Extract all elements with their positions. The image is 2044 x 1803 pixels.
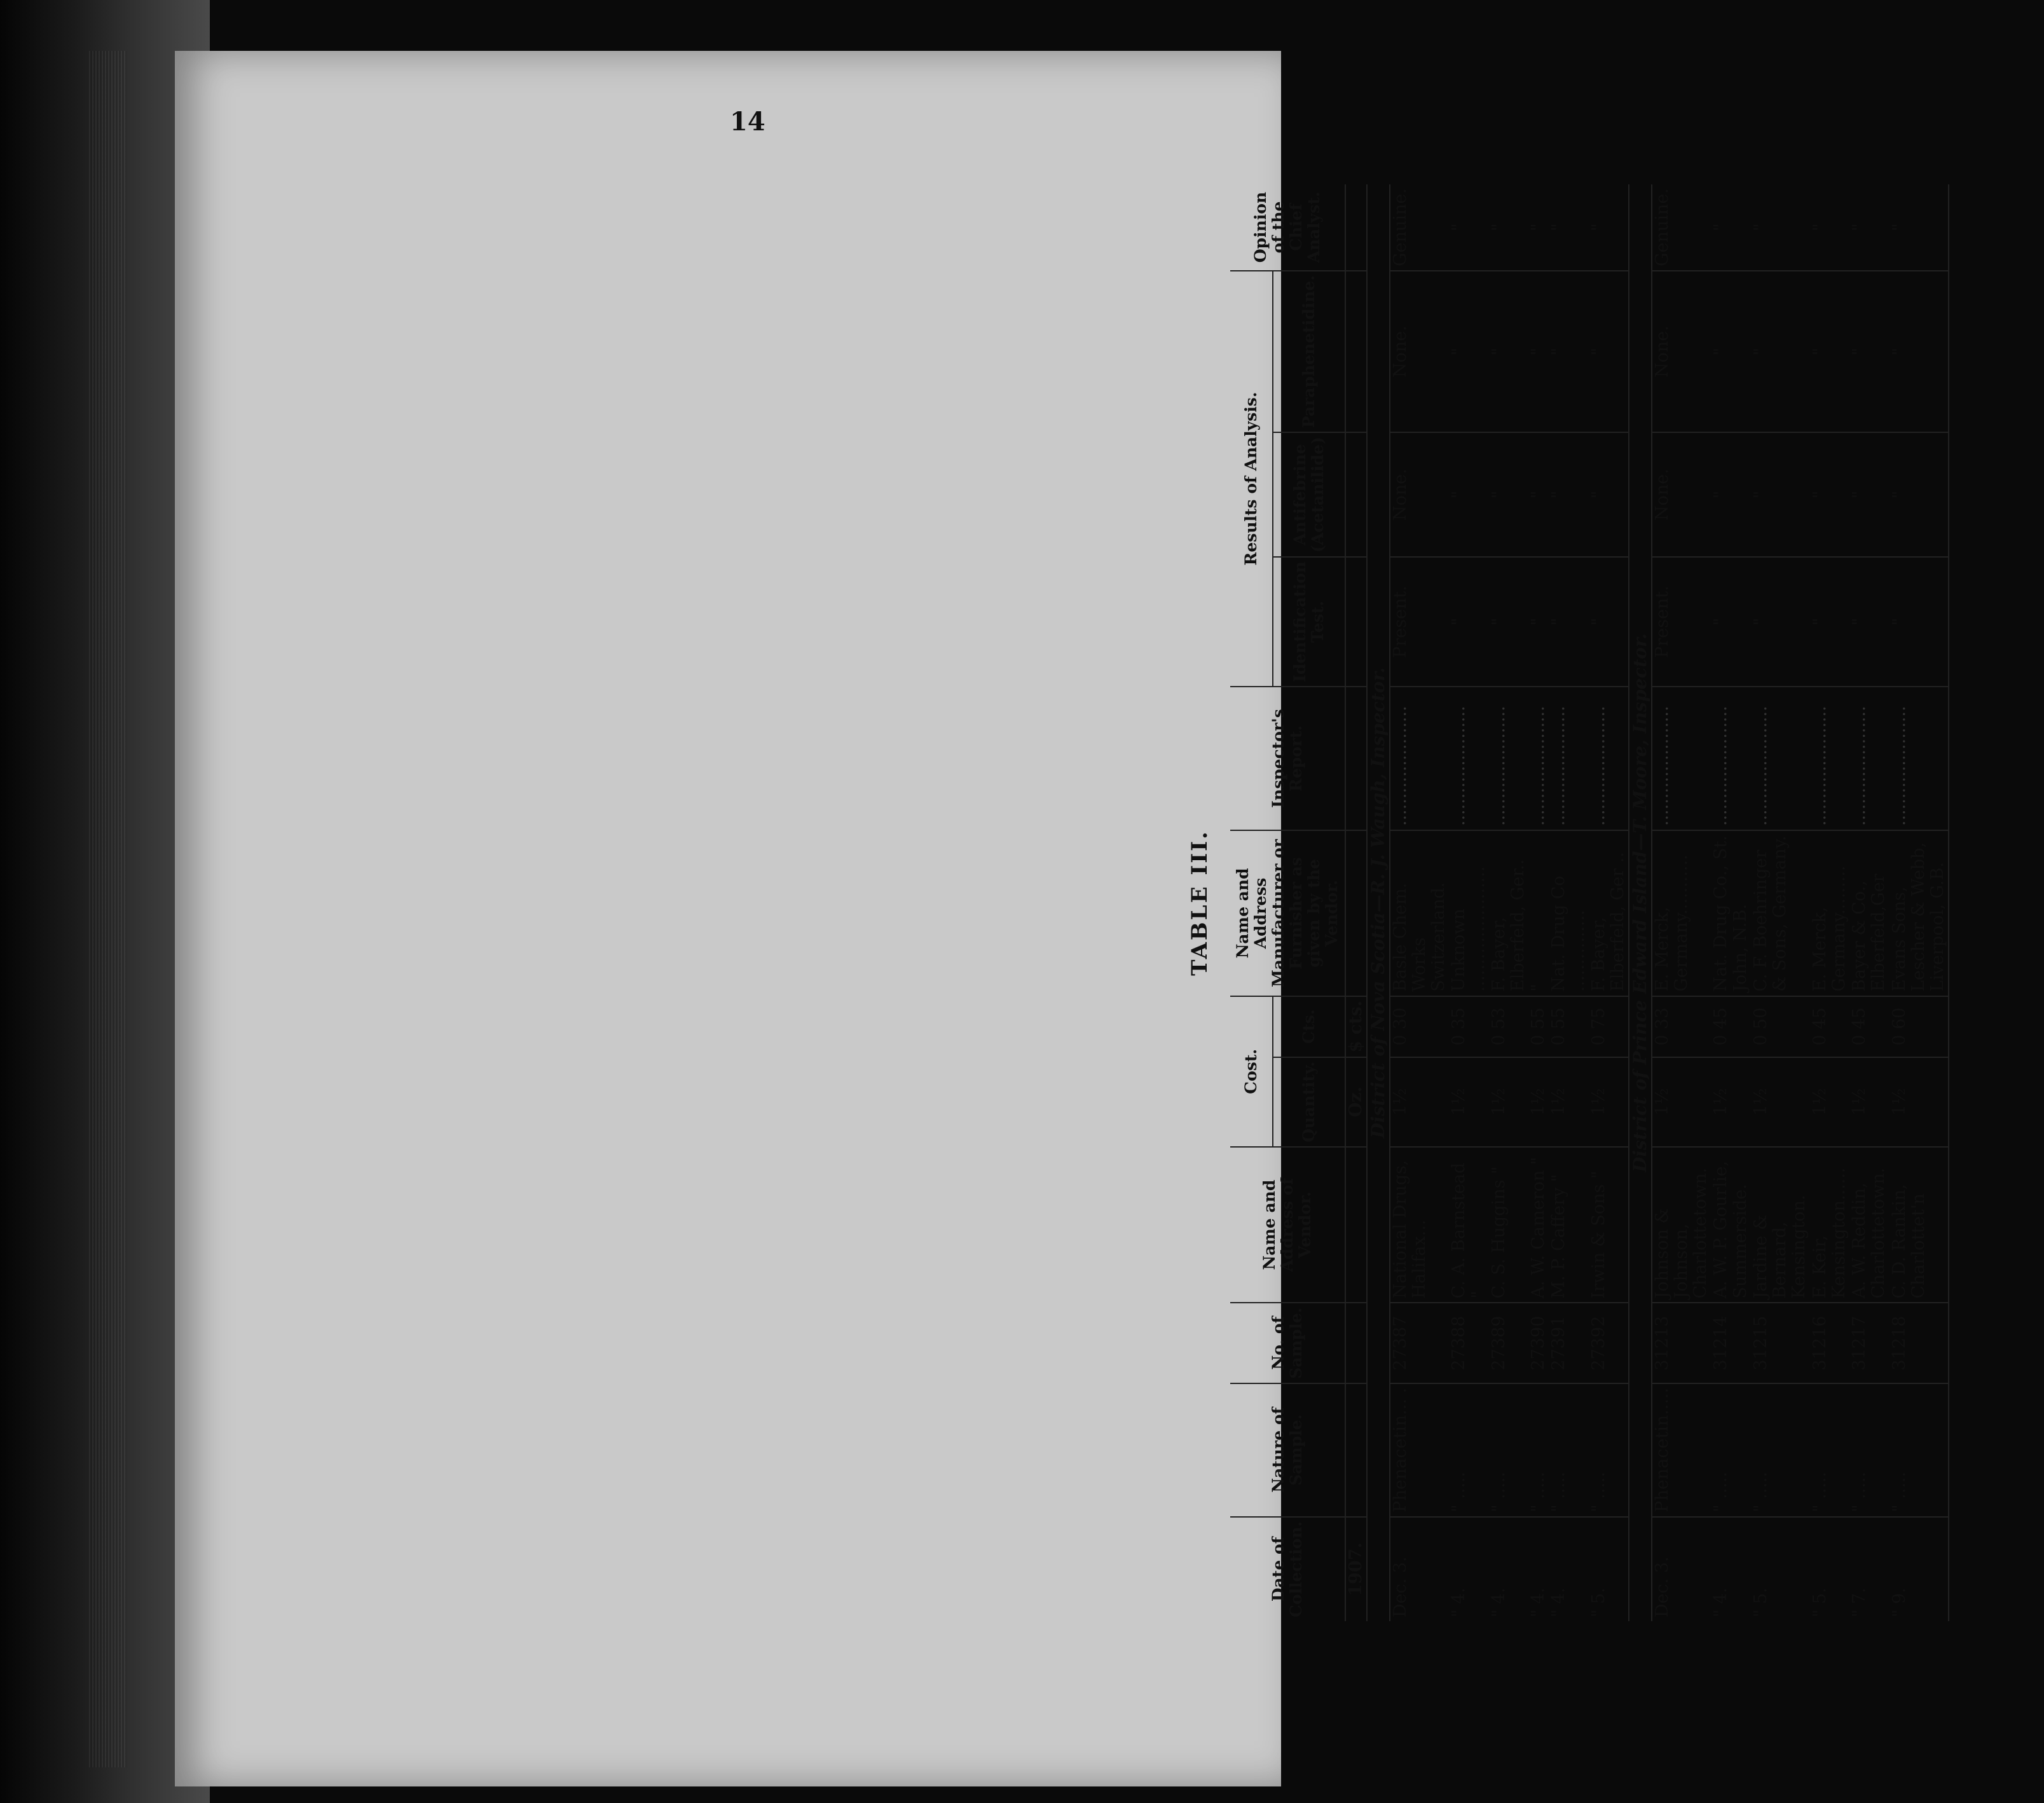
date-cell: " 4.	[1549, 1587, 1569, 1617]
sample-no-cell: 31218	[1890, 1303, 1949, 1383]
vendor-cell: National Drugs, Halifax...	[1390, 1147, 1450, 1303]
vendor-cell: C. S. Huggins "	[1489, 1147, 1528, 1303]
antifebrine-cell: None.	[1390, 432, 1450, 557]
header-nature: Nature of Sample.	[1230, 1383, 1345, 1517]
date-cell: " 4.	[1711, 1587, 1731, 1617]
cost-cell: 0 35	[1449, 996, 1488, 1057]
table-row	[1528, 184, 1549, 1621]
identification-cell: "	[1489, 557, 1528, 687]
table-row	[1751, 184, 1810, 1621]
quantity-cell: 1½	[1711, 1057, 1750, 1147]
page-sheet	[175, 51, 1281, 1786]
cost-cell: 0 75	[1589, 996, 1629, 1057]
opinion-cell: Genuine.	[1652, 184, 1711, 271]
analysis-table	[1230, 184, 1949, 1621]
quantity-cell: 1½	[1449, 1057, 1488, 1147]
nature-cell: Phenacetin... .	[1390, 1383, 1450, 1517]
identification-cell: "	[1589, 557, 1629, 687]
antifebrine-cell: "	[1751, 432, 1810, 557]
district-heading-row	[1629, 184, 1651, 1621]
table-row	[1549, 184, 1588, 1621]
report-cell: ......................	[1810, 687, 1849, 830]
manufacturer-cell: Basle Chem. Works Switzerland.	[1390, 830, 1450, 996]
manufacturer-cell: F. Bayer, Elberfeld, Ger..	[1489, 830, 1528, 996]
paraphenetidine-cell: "	[1890, 271, 1949, 432]
identification-cell: "	[1528, 557, 1549, 687]
sample-no-cell: 31215	[1751, 1303, 1810, 1383]
opinion-cell: Genuine.	[1390, 184, 1450, 271]
antifebrine-cell: "	[1711, 432, 1750, 557]
vendor-cell: C. A. Barnstead "	[1449, 1147, 1488, 1303]
paraphenetidine-cell: "	[1449, 271, 1488, 432]
paraphenetidine-cell: "	[1751, 271, 1810, 432]
sample-no-cell: 27391	[1549, 1303, 1588, 1383]
vendor-cell: A. W. P. Gourlie, Summerside.	[1711, 1147, 1750, 1303]
quantity-cell: 1½	[1810, 1057, 1849, 1147]
sample-no-cell: 31214	[1711, 1303, 1750, 1383]
table-row	[1849, 184, 1889, 1621]
table-title: TABLE III.	[1187, 830, 1212, 976]
header-cost: Cost.	[1230, 996, 1273, 1147]
manufacturer-cell: Unknown .......................	[1449, 830, 1488, 996]
cost-cell: 0 50	[1751, 996, 1810, 1057]
antifebrine-cell: "	[1810, 432, 1849, 557]
date-cell: " 5.	[1809, 1587, 1830, 1617]
table-row	[1489, 184, 1528, 1621]
report-cell: ......................	[1589, 687, 1629, 830]
units-cts: $ cts.	[1345, 996, 1367, 1057]
nature-cell: " .....	[1751, 1383, 1810, 1517]
vendor-cell: A. W. Cameron "	[1528, 1147, 1549, 1303]
header-paraphenetidine: Paraphenetidine.	[1273, 271, 1345, 432]
sample-no-cell: 31213	[1652, 1303, 1711, 1383]
quantity-cell: 1½	[1890, 1057, 1949, 1147]
units-row	[1345, 184, 1367, 1621]
header-sample-no: No. of Sample.	[1230, 1303, 1345, 1383]
report-cell: ......................	[1652, 687, 1711, 830]
identification-cell: "	[1549, 557, 1588, 687]
opinion-cell: "	[1810, 184, 1849, 271]
nature-cell: " .....	[1810, 1383, 1849, 1517]
table-row	[1810, 184, 1849, 1621]
paraphenetidine-cell: "	[1810, 271, 1849, 432]
date-cell: " 4.	[1528, 1587, 1549, 1617]
paraphenetidine-cell: "	[1549, 271, 1588, 432]
header-vendor: Name and Address of Vendor.	[1230, 1147, 1345, 1303]
nature-cell: Phenacetin.....	[1652, 1383, 1711, 1517]
opinion-cell: "	[1711, 184, 1750, 271]
paraphenetidine-cell: "	[1711, 271, 1750, 432]
header-antifebrine: Antifebrine (Acetanilide)	[1273, 432, 1345, 557]
units-year: 1907.	[1345, 1517, 1367, 1621]
antifebrine-cell: "	[1489, 432, 1528, 557]
table-row	[1890, 184, 1949, 1621]
antifebrine-cell: "	[1449, 432, 1488, 557]
opinion-cell: "	[1890, 184, 1949, 271]
nature-cell: " .....	[1528, 1383, 1549, 1517]
quantity-cell: 1½	[1652, 1057, 1711, 1147]
antifebrine-cell: "	[1589, 432, 1629, 557]
opinion-cell: "	[1489, 184, 1528, 271]
antifebrine-cell: None.	[1652, 432, 1711, 557]
quantity-cell: 1½	[1528, 1057, 1549, 1147]
report-cell: ......................	[1489, 687, 1528, 830]
date-cell: Dec. 3.	[1390, 1556, 1410, 1617]
cost-cell: 0 45	[1810, 996, 1849, 1057]
header-row-1	[1230, 184, 1273, 1621]
quantity-cell: 1½	[1751, 1057, 1810, 1147]
nature-cell: " .....	[1589, 1383, 1629, 1517]
paraphenetidine-cell: "	[1489, 271, 1528, 432]
header-cts: Cts.	[1273, 996, 1345, 1057]
paraphenetidine-cell: "	[1528, 271, 1549, 432]
sample-no-cell: 27390	[1528, 1303, 1549, 1383]
date-cell: " 9.	[1890, 1517, 1949, 1621]
date-cell: " 5.	[1589, 1517, 1629, 1621]
vendor-cell: C. D. Rankin, Charlottet'n	[1890, 1147, 1949, 1303]
manufacturer-cell: E. Merck, Germany.........	[1810, 830, 1849, 996]
date-cell: " 5.	[1750, 1587, 1771, 1617]
manufacturer-cell: E. Merck, Germany...........	[1652, 830, 1711, 996]
table-row	[1711, 184, 1750, 1621]
cost-cell: 0 45	[1711, 996, 1750, 1057]
opinion-cell: "	[1549, 184, 1588, 271]
identification-cell: "	[1711, 557, 1750, 687]
opinion-cell: "	[1528, 184, 1549, 271]
report-cell: ......................	[1549, 687, 1588, 830]
manufacturer-cell: Nat. Drug Co ...............	[1549, 830, 1588, 996]
quantity-cell: 1½	[1390, 1057, 1450, 1147]
rotated-table-region	[1179, 165, 2044, 1640]
cost-cell: 0 55	[1549, 996, 1588, 1057]
sample-no-cell: 27387	[1390, 1303, 1450, 1383]
manufacturer-cell: Evans Sons, Lescher & Webb, Liverpool, G.B.	[1890, 830, 1949, 996]
identification-cell: "	[1849, 557, 1889, 687]
manufacturer-cell: Nat. Drug Co., St. John, N.B.	[1711, 830, 1750, 996]
manufacturer-cell: Bayer & Co., Elberfeld,Ger	[1849, 830, 1889, 996]
district-heading-row	[1367, 184, 1389, 1621]
paraphenetidine-cell: None.	[1390, 271, 1450, 432]
quantity-cell: 1½	[1489, 1057, 1528, 1147]
antifebrine-cell: "	[1528, 432, 1549, 557]
nature-cell: " .....	[1549, 1383, 1588, 1517]
paraphenetidine-cell: "	[1849, 271, 1889, 432]
antifebrine-cell: "	[1549, 432, 1588, 557]
sample-no-cell: 27388	[1449, 1303, 1488, 1383]
header-opinion: Opinion of the Chief Analyst.	[1230, 184, 1345, 271]
nature-cell: " .....	[1711, 1383, 1750, 1517]
units-oz: Oz.	[1345, 1057, 1367, 1147]
header-inspector-report: Inspector's Report.	[1230, 687, 1345, 830]
report-cell: ......................	[1390, 687, 1450, 830]
vendor-cell: E. Keir, Kensington......	[1810, 1147, 1849, 1303]
nature-cell: " .....	[1890, 1383, 1949, 1517]
identification-cell: "	[1449, 557, 1488, 687]
nature-cell: " .....	[1489, 1383, 1528, 1517]
report-cell: ......................	[1849, 687, 1889, 830]
cost-cell: 0 30	[1390, 996, 1450, 1057]
vendor-cell: Irwin & Sons "	[1589, 1147, 1629, 1303]
identification-cell: Present.	[1390, 557, 1450, 687]
nature-cell: " .....	[1449, 1383, 1488, 1517]
date-cell: " 4.	[1449, 1587, 1469, 1617]
vendor-cell: Jardine & Bernard, Kensington.	[1751, 1147, 1810, 1303]
quantity-cell: 1½	[1849, 1057, 1889, 1147]
sample-no-cell: 27389	[1489, 1303, 1528, 1383]
cost-cell: 0 60	[1890, 996, 1949, 1057]
cost-cell: 0 45	[1849, 996, 1889, 1057]
cost-cell: 0 53	[1489, 996, 1528, 1057]
vendor-cell: Johnson & Johnson, Charlottetown.	[1652, 1147, 1711, 1303]
sample-no-cell: 27392	[1589, 1303, 1629, 1383]
report-cell: ......................	[1751, 687, 1810, 830]
report-cell: ......................	[1449, 687, 1488, 830]
manufacturer-cell: F. Bayer, Elberfeld, Ger ..	[1589, 830, 1629, 996]
header-manufacturer: Name and Address Manufacturer or Furnisher as given by the Vendor.	[1230, 830, 1345, 996]
opinion-cell: "	[1849, 184, 1889, 271]
opinion-cell: "	[1751, 184, 1810, 271]
identification-cell: "	[1810, 557, 1849, 687]
antifebrine-cell: "	[1849, 432, 1889, 557]
date-cell: Dec. 3.	[1652, 1556, 1672, 1617]
table-row	[1449, 184, 1488, 1621]
manufacturer-cell: C. F. Boehringer & Sons, Germany.	[1751, 830, 1810, 996]
date-cell: " 4.	[1488, 1587, 1509, 1617]
report-cell: ......................	[1890, 687, 1949, 830]
district-heading: District of Prince Edward Island—T. Moore, Inspector.	[1629, 184, 1651, 1621]
vendor-cell: M. P. Caffery "	[1549, 1147, 1588, 1303]
paraphenetidine-cell: None.	[1652, 271, 1711, 432]
table-row	[1390, 184, 1450, 1621]
quantity-cell: 1½	[1549, 1057, 1588, 1147]
sample-no-cell: 31216	[1810, 1303, 1849, 1383]
report-cell: ......................	[1528, 687, 1549, 830]
identification-cell: Present.	[1652, 557, 1711, 687]
header-identification: Identification Test.	[1273, 557, 1345, 687]
table-row	[1652, 184, 1711, 1621]
identification-cell: "	[1890, 557, 1949, 687]
page-number: 14	[730, 107, 765, 137]
vendor-cell: A. W. Reddin, Charlottetown.	[1849, 1147, 1889, 1303]
antifebrine-cell: "	[1890, 432, 1949, 557]
header-date: Date of Collection.	[1230, 1517, 1345, 1621]
paraphenetidine-cell: "	[1589, 271, 1629, 432]
district-heading: District of Nova Scotia—R. J. Waugh, Inspector.	[1367, 184, 1389, 1621]
cost-cell: 0 55	[1528, 996, 1549, 1057]
sample-no-cell: 31217	[1849, 1303, 1889, 1383]
header-results: Results of Analysis.	[1230, 271, 1273, 687]
nature-cell: " .....	[1849, 1383, 1889, 1517]
manufacturer-cell: "	[1528, 830, 1549, 996]
opinion-cell: "	[1589, 184, 1629, 271]
table-row	[1589, 184, 1629, 1621]
opinion-cell: "	[1449, 184, 1488, 271]
quantity-cell: 1½	[1589, 1057, 1629, 1147]
cost-cell: 0 33	[1652, 996, 1711, 1057]
identification-cell: "	[1751, 557, 1810, 687]
report-cell: ......................	[1711, 687, 1750, 830]
date-cell: " 7.	[1849, 1587, 1870, 1617]
header-quantity: Quantity.	[1273, 1057, 1345, 1147]
